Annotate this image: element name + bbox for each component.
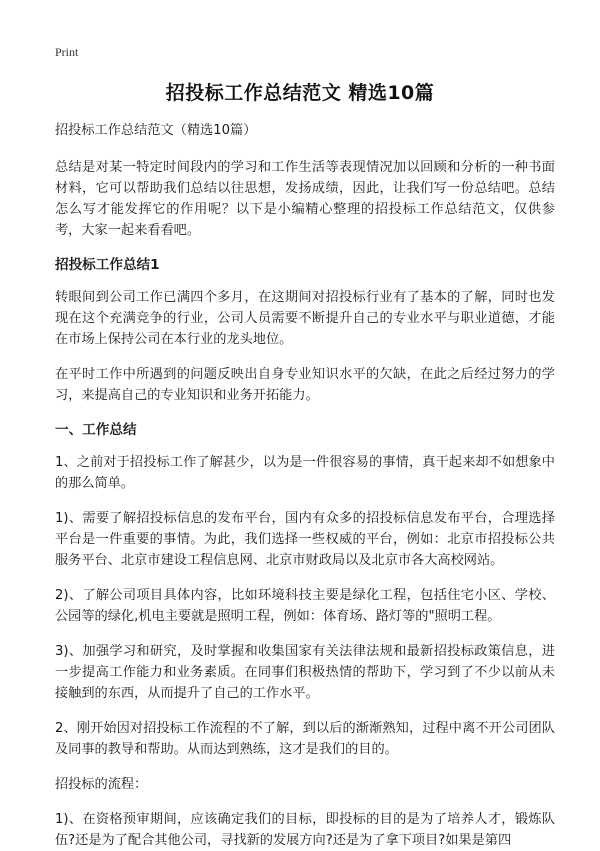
intro-paragraph: 总结是对某一特定时间段内的学习和工作生活等表现情况加以回顾和分析的一种书面材料，它可以帮助我们总结以往思想，发扬成绩，因此，让我们写一份总结吧。总结怎么写才能发挥它的作用呢？以下是小编精心整理的招投标工作总结范文，仅供参考，大家一起来看看吧。 [55,160,555,238]
process-item-1: 1)、在资格预审期间，应该确定我们的目标，即投标的目的是为了培养人才，锻炼队伍?还是为了配合其他公司，寻找新的发展方向?还是为了拿下项目?如果是第四 [55,812,555,848]
list-item-2: 2、刚开始因对招投标工作流程的不了解，到以后的渐渐熟知，过程中离不开公司团队及同事的教导和帮助。从而达到熟练，这才是我们的目的。 [55,721,555,757]
list-item-1: 1、之前对于招投标工作了解甚少，以为是一件很容易的事情，真干起来却不如想象中的那么简单。 [55,455,555,491]
page-title: 招投标工作总结范文 精选10篇 [165,82,435,104]
list-item-1-1: 1)、需要了解招投标信息的发布平台，国内有众多的招投标信息发布平台，合理选择平台是一件重要的事情。为此，我们选择一些权威的平台，例如：北京市招投标公共服务平台、北京市建设工程信息网、北京市财政局以及北京市各大高校网站。 [55,511,555,568]
document-subtitle: 招投标工作总结范文（精选10篇） [55,123,257,138]
document-body [55,120,555,851]
process-heading: 招投标的流程： [55,777,148,792]
list-item-1-3: 3)、加强学习和研究，及时掌握和收集国家有关法律法规和最新招投标政策信息，进一步提高工作能力和业务素质。在同事们积极热情的帮助下，学习到了不少以前从未接触到的东西，从而提升了自己的工作水平。 [55,644,555,701]
paragraph-1: 转眼间到公司工作已满四个多月，在这期间对招投标行业有了基本的了解，同时也发现在这个充满竞争的行业，公司人员需要不断提升自己的专业水平与职业道德，才能在市场上保持公司在本行业的龙头地位。 [55,290,555,347]
subheading-work-summary: 一、工作总结 [55,422,137,438]
print-label[interactable]: Print [55,45,79,59]
section-heading-1: 招投标工作总结1 [55,257,160,273]
list-item-1-2: 2)、了解公司项目具体内容，比如环境科技主要是绿化工程，包括住宅小区、学校、公园等的绿化,机电主要就是照明工程，例如：体育场、路灯等的"照明工程。 [55,588,555,624]
paragraph-2: 在平时工作中所遇到的问题反映出自身专业知识水平的欠缺，在此之后经过努力的学习，来提高自己的专业知识和业务开拓能力。 [55,367,555,403]
